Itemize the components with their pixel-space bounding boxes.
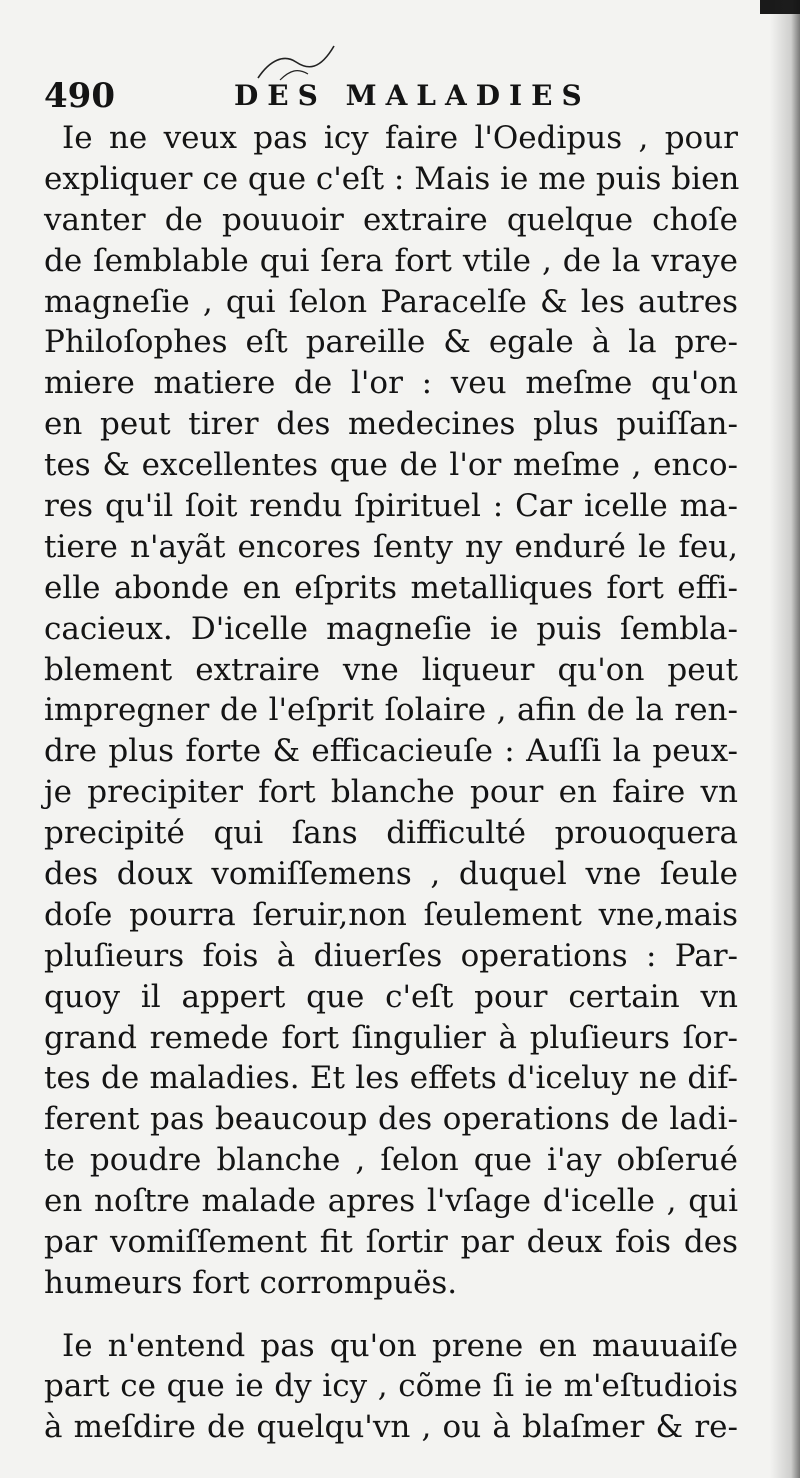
text-line: precipité qui ſans difficulté prouoquera (44, 815, 738, 852)
text-line: impregner de l'eſprit ſolaire , afin de la ren- (44, 692, 738, 729)
text-line: des doux vomiſſemens , duquel vne ſeule (44, 856, 738, 893)
text-line: de ſemblable qui ſera fort vtile , de la vraye (44, 242, 738, 279)
running-title: DES MALADIES (234, 79, 591, 112)
text-line: Ie ne veux pas icy faire l'Oedipus , pour (62, 120, 738, 156)
text-line: par vomiſſement fit ſortir par deux fois des (44, 1224, 738, 1261)
text-line: doſe pourra ſeruir,non ſeulement vne,mais (44, 896, 738, 933)
text-line: humeurs fort corrompuës. (44, 1264, 458, 1301)
paragraph-break (44, 1304, 738, 1326)
text-line: elle abonde en eſprits metalliques fort effi- (44, 569, 738, 606)
text-line: en peut tirer des medecines plus puiſſan- (44, 406, 738, 443)
text-line: blement extraire vne liqueur qu'on peut (44, 651, 738, 688)
text-line: expliquer ce que c'eſt : Mais ie me puis bien (44, 160, 740, 197)
text-line: grand remede fort ſingulier à pluſieurs ſor- (44, 1019, 738, 1056)
running-head (44, 74, 764, 118)
text-line: dre plus forte & efficacieuſe : Auſſi la peux- (44, 733, 738, 770)
text-line: tes de maladies. Et les effets d'iceluy ne dif- (44, 1060, 738, 1097)
text-line: ferent pas beaucoup des operations de ladi- (44, 1101, 738, 1138)
text-line: magneſie , qui ſelon Paracelſe & les autres (44, 283, 738, 320)
text-line: res qu'il ſoit rendu ſpirituel : Car icelle ma- (44, 488, 738, 525)
text-line: part ce que ie dy icy , cõme ſi ie m'eſtudiois (44, 1368, 738, 1405)
text-line: en noſtre malade apres l'vſage d'icelle , qui (44, 1183, 738, 1220)
text-line: cacieux. D'icelle magneſie ie puis ſembla- (44, 610, 738, 647)
page-edge-shadow (760, 0, 800, 14)
text-line: vanter de pouuoir extraire quelque choſe (44, 201, 738, 238)
text-line: pluſieurs fois à diuerſes operations : Par- (44, 937, 738, 974)
text-line: te poudre blanche , ſelon que i'ay obſerué (44, 1142, 738, 1179)
text-line: quoy il appert que c'eſt pour certain vn (44, 978, 738, 1015)
page-number: 490 (44, 76, 115, 116)
text-line: Ie n'entend pas qu'on prene en mauuaiſe (62, 1327, 738, 1364)
body-text (44, 118, 738, 1447)
text-line: tes & excellentes que de l'or meſme , enco- (44, 447, 738, 484)
text-line: je precipiter fort blanche pour en faire vn (44, 774, 738, 811)
text-line: à meſdire de quelqu'vn , ou à blaſmer & re- (44, 1408, 738, 1445)
text-line: Philoſophes eſt pareille & egale à la pre- (44, 324, 738, 361)
text-line: tiere n'ayãt encores ſenty ny enduré le feu, (44, 528, 738, 565)
text-line: miere matiere de l'or : veu meſme qu'on (44, 365, 738, 402)
